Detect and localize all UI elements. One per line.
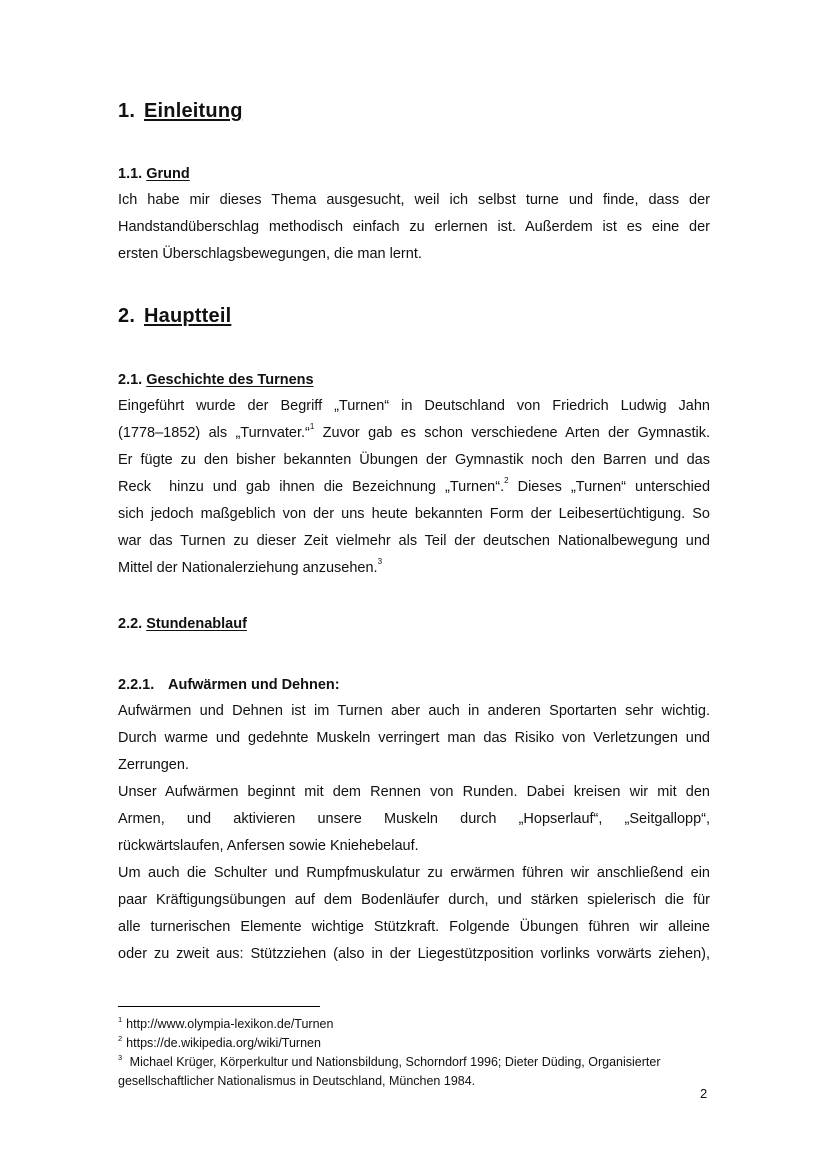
footnote-ref-3[interactable]: 3 [377,557,383,567]
footnote-ref-1[interactable]: 1 [309,422,315,432]
footnote-mark: 1 [118,1014,123,1024]
heading-einleitung [118,100,243,123]
text-line: paar Kräftigungsübungen auf dem Bodenläufer durch, und stärken spielerisch die für [118,892,710,908]
text-line: oder zu zweit aus: Stützziehen (also in der Liegestützposition vorlinks vorwärts ziehen), [118,946,710,962]
heading-number: 2.2. [118,616,143,632]
footnote-2 [118,1034,710,1053]
heading-number: 2. [118,305,136,327]
paragraph-geschichte [118,393,710,582]
heading-title: Einleitung [144,100,243,122]
text-span: Reck hinzu und gab ihnen die Bezeichnung „Turnen“. [118,479,505,495]
text-line [118,474,710,501]
heading-title: Geschichte des Turnens [146,372,314,388]
text-line: sich jedoch maßgeblich von der uns heute bekannten Form der Leibesertüchtigung. So [118,506,710,522]
heading-title: Grund [146,166,190,182]
text-span: Zuvor gab es schon verschiedene Arten der Gymnastik. [314,425,710,441]
text-line: alle turnerischen Elemente wichtige Stützkraft. Folgende Übungen führen wir alleine [118,919,710,935]
text-line [118,555,710,582]
footnote-mark: 2 [118,1033,123,1043]
page-number: 2 [700,1086,708,1101]
heading-title: Aufwärmen und Dehnen: [168,677,340,693]
text-line: rückwärtslaufen, Anfersen sowie Kniehebelauf. [118,838,419,854]
footnote-text: Michael Krüger, Körperkultur und Nationsbildung, Schorndorf 1996; Dieter Düding, Organisierter [129,1055,661,1069]
footnote-3-continued [118,1072,710,1091]
text-line: Durch warme und gedehnte Muskeln verringert man das Risiko von Verletzungen und [118,730,710,746]
text-line: Armen, und aktivieren unsere Muskeln durch „Hopserlauf“, „Seitgallopp“, [118,811,710,827]
heading-aufwaermen [118,677,340,693]
text-span: Dieses „Turnen“ unterschied [508,479,711,495]
heading-geschichte [118,372,314,388]
text-line: Eingeführt wurde der Begriff „Turnen“ in Deutschland von Friedrich Ludwig Jahn [118,398,710,414]
text-line: Unser Aufwärmen beginnt mit dem Rennen von Runden. Dabei kreisen wir mit den [118,784,710,800]
heading-number: 2.2.1. [118,677,155,693]
text-line: Er fügte zu den bisher bekannten Übungen der Gymnastik noch den Barren und das [118,452,710,468]
paragraph-grund [118,187,710,268]
text-line [118,420,710,447]
text-span: (1778–1852) als „Turnvater.“ [118,425,310,441]
footnote-text: gesellschaftlicher Nationalismus in Deutschland, München 1984. [118,1074,476,1088]
text-line: Handstandüberschlag methodisch einfach zu erlernen ist. Außerdem ist es eine der [118,219,710,235]
heading-number: 2.1. [118,372,143,388]
text-span: Mittel der Nationalerziehung anzusehen. [118,560,378,576]
footnote-ref-2[interactable]: 2 [504,476,509,486]
footnote-3 [118,1053,710,1072]
text-line: Ich habe mir dieses Thema ausgesucht, weil ich selbst turne und finde, dass der [118,192,710,208]
heading-stundenablauf [118,616,247,632]
paragraph-aufwaermen [118,698,710,968]
heading-title: Stundenablauf [146,616,247,632]
footnote-link[interactable]: https://de.wikipedia.org/wiki/Turnen [126,1036,321,1050]
heading-number: 1.1. [118,166,143,182]
footnote-link[interactable]: http://www.olympia-lexikon.de/Turnen [126,1017,334,1031]
heading-number: 1. [118,100,136,122]
heading-title: Hauptteil [144,305,232,327]
text-line: Aufwärmen und Dehnen ist im Turnen aber auch in anderen Sportarten sehr wichtig. [118,703,710,719]
heading-hauptteil [118,305,231,328]
text-line: war das Turnen zu dieser Zeit vielmehr als Teil der deutschen Nationalbewegung und [118,533,710,549]
text-line: ersten Überschlagsbewegungen, die man lernt. [118,246,422,262]
heading-grund [118,166,190,182]
text-line: Zerrungen. [118,757,189,773]
footnote-mark: 3 [118,1052,123,1062]
footnotes [118,1015,710,1091]
text-line: Um auch die Schulter und Rumpfmuskulatur zu erwärmen führen wir anschließend ein [118,865,710,881]
footnote-1 [118,1015,710,1034]
footnote-separator [118,1006,320,1007]
